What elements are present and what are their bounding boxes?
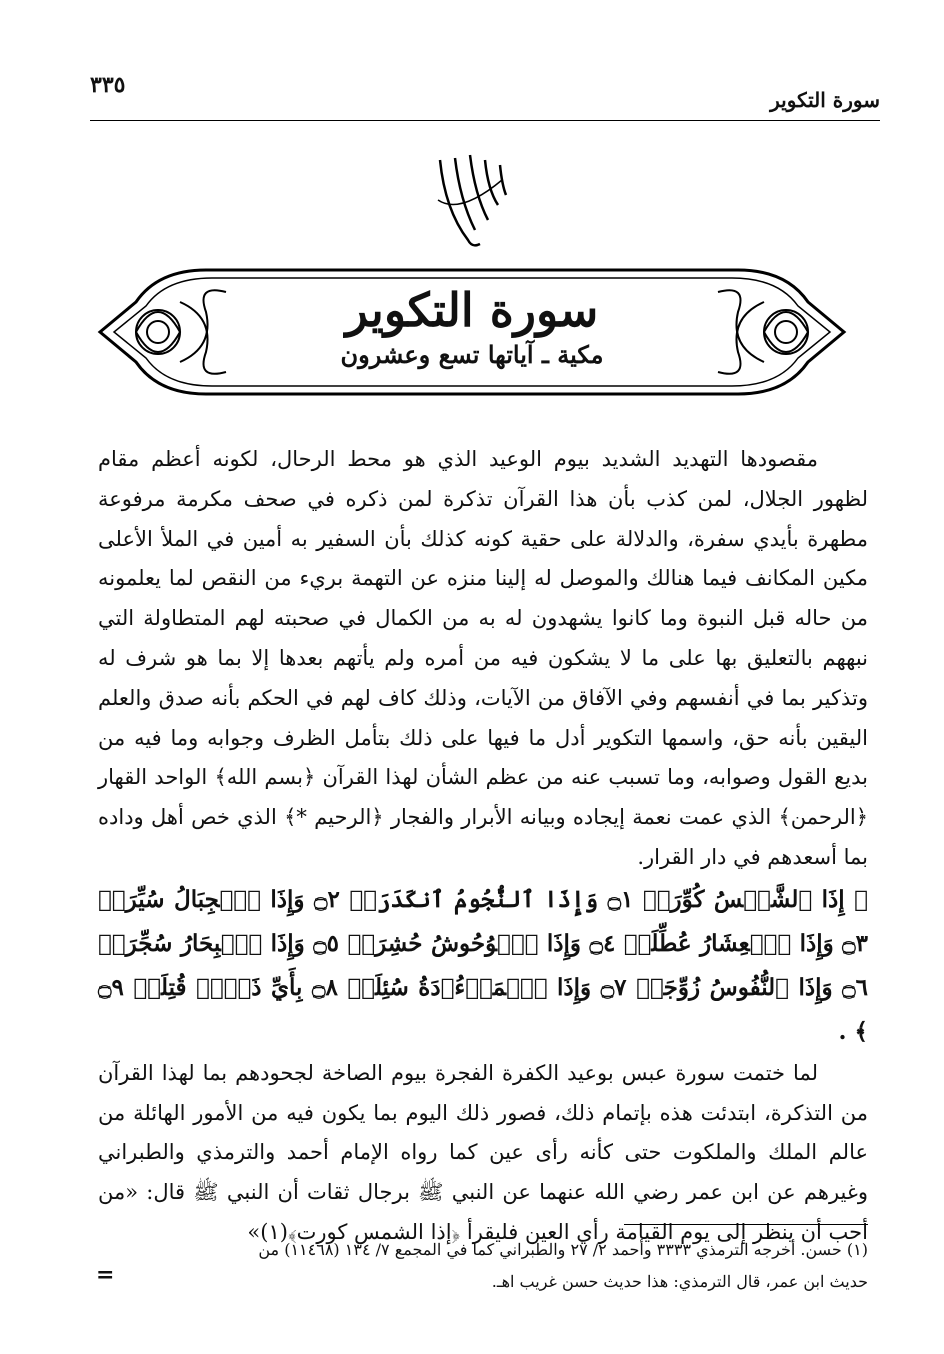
- commentary-paragraph: لما ختمت سورة عبس بوعيد الكفرة الفجرة بيوم الصاخة لجحودهم بما لهذا القرآن من التذكرة، ابتدئت هذه بإتمام ذلك، فصور ذلك اليوم بما يكون فيه من الأمور الهائلة من عالم الملك والملكوت حتى كأنه رأى عين كما رواه الإمام أحمد والترمذي والطبراني وغيرهم عن ابن عمر رضي الله عنهما عن النبي ﷺ برجال ثقات أن النبي ﷺ قال: «من أحب أن ينظر إلى يوم القيامة رأي العين فليقرأ ﴿إذا الشمس كورت﴾(١)»: [98, 1060, 868, 1244]
- basmala-calligraphy: [420, 140, 520, 255]
- intro-paragraph: مقصودها التهديد الشديد بيوم الوعيد الذي هو محط الرحال، لكونه أعظم مقام لظهور الجلال، لمن كذب بأن هذا القرآن تذكرة لمن ذكره في صحف مكرمة مرفوعة مطهرة بأيدي سفرة، والدلالة على حقية كونه كذلك بأن السفير به أمين في الملأ الأعلى مكين المكانف فيما هنالك والموصل له إلينا منزه عن التهمة بريء من النقص لما يعلمونه من حاله قبل النبوة وما كانوا يشهدون له به من الكمال في صحبته لهم المتطاولة التي نبههم بالتعليق بها على ما لا يشكون فيه من أمره ولم يأتهم بعدها إلا بما هو شرف له وتذكير بما في أنفسهم وفي الآفاق من الآيات، وذلك كاف لهم في الحكم بأنه صدق والعلم اليقين بأنه حق، واسمها التكوير أدل ما فيها على ذلك بتأمل الظرف وجوابه وما فيه من بديع القول وصوابه، وما تسبب عنه من عظم الشأن لهذا القرآن ﴿بسم الله﴾ الواحد القهار ﴿الرحمن﴾ الذي عمت نعمة إيجاده وبيانه الأبرار والفجار ﴿الرحيم *﴾ الذي خص أهل وداده بما أسعدهم في دار القرار.: [98, 447, 868, 869]
- surah-banner: [96, 262, 848, 402]
- main-text: [98, 440, 868, 1253]
- footnotes: [96, 1234, 868, 1298]
- page-header: [90, 68, 880, 121]
- footnote-line: حديث ابن عمر، قال الترمذي: هذا حديث حسن غريب اهـ.: [491, 1272, 868, 1291]
- footnote-continuation-mark: =: [96, 1262, 115, 1288]
- quran-verses: ﴿ إِذَا ٱلشَّمۡسُ كُوِّرَتۡ ۝١ وَإِذَا ٱلنُّجُومُ ٱنكَدَرَتۡ ۝٢ وَإِذَا ٱلۡجِبَالُ سُيِّرَتۡ ۝٣ وَإِذَا ٱلۡعِشَارُ عُطِّلَتۡ ۝٤ وَإِذَا ٱلۡوُحُوشُ حُشِرَتۡ ۝٥ وَإِذَا ٱلۡبِحَارُ سُجِّرَتۡ ۝٦ وَإِذَا ٱلنُّفُوسُ زُوِّجَتۡ ۝٧ وَإِذَا ٱلۡمَوۡءُۥدَةُ سُئِلَتۡ ۝٨ بِأَيِّ ذَنۢبٖ قُتِلَتۡ ۝٩ ﴾ .: [98, 885, 869, 1045]
- footnote-line: (١) حسن. أخرجه الترمذي ٣٣٣٣ وأحمد ٢/ ٢٧ والطبراني كما في المجمع ٧/ ١٣٤ (١١٤٦٨) من: [258, 1240, 868, 1259]
- running-title: سورة التكوير: [770, 88, 880, 112]
- surah-subtitle: مكية ـ آياتها تسع وعشرون: [340, 340, 604, 369]
- surah-title: سورة التكوير: [345, 283, 599, 337]
- page-number: ٣٣٥: [90, 72, 126, 98]
- footnote-divider: [624, 1224, 868, 1225]
